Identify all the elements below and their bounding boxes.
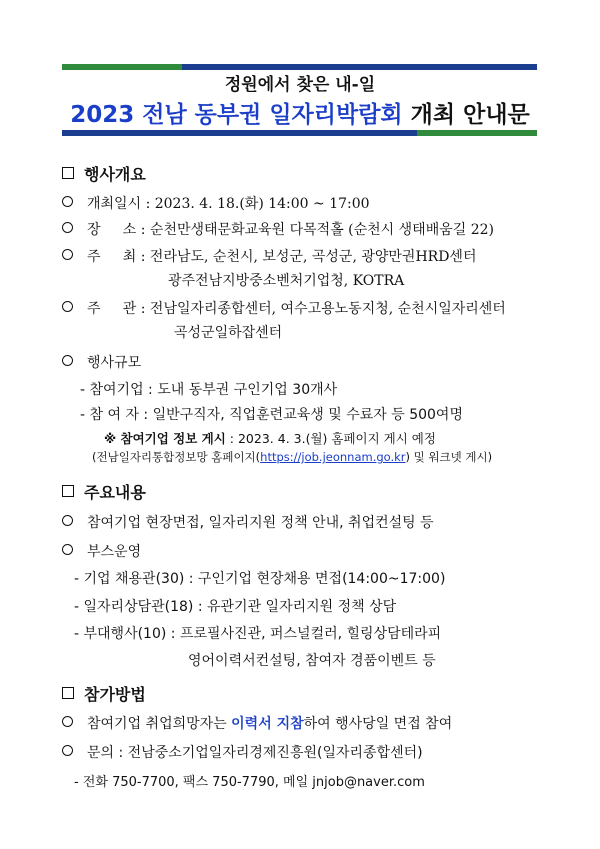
booth-consult: - 일자리상담관(18) : 유관기관 일자리지원 정책 상담 <box>74 599 397 615</box>
booth-events: - 부대행사(10) : 프로필사진관, 퍼스널컬러, 힐링상담테라피 <box>74 626 442 642</box>
circle-bullet-icon <box>62 196 73 207</box>
contents-item-booth: 부스운영 <box>62 541 141 561</box>
scale-companies: - 참여기업 : 도내 동부권 구인기업 30개사 <box>80 382 338 398</box>
participation-item-resume: 참여기업 취업희망자는 이력서 지참하여 행사당일 면접 참여 <box>62 713 452 733</box>
title-year: 2023 <box>70 102 135 128</box>
circle-bullet-icon <box>62 301 73 312</box>
section-participation-heading: 참가방법 <box>62 682 146 705</box>
circle-bullet-icon <box>62 745 73 756</box>
section-contents-heading: 주요내용 <box>62 480 146 503</box>
overview-scale: 행사규모 <box>62 352 141 372</box>
contact-line: - 전화 750-7700, 팩스 750-7790, 메일 jnjob@naver.com <box>74 775 425 790</box>
circle-bullet-icon <box>62 544 73 555</box>
overview-organizer-cont: 곡성군일하잡센터 <box>174 325 283 341</box>
booth-recruit: - 기업 채용관(30) : 구인기업 현장채용 면접(14:00~17:00) <box>74 571 446 587</box>
booth-events-cont: 영어이력서컨설팅, 참여자 경품이벤트 등 <box>188 653 436 669</box>
notice-line: ※ 참여기업 정보 게시 : 2023. 4. 3.(월) 홈페이지 게시 예정 <box>104 431 436 446</box>
overview-host-cont: 광주전남지방중소벤처기업청, KOTRA <box>168 273 405 289</box>
circle-bullet-icon <box>62 716 73 727</box>
overview-organizer: 주 관 : 전남일자리종합센터, 여수고용노동지청, 순천시일자리센터 <box>62 298 506 318</box>
page-title <box>0 96 600 129</box>
checkbox-square-icon <box>62 167 74 179</box>
scale-participants: - 참 여 자 : 일반구직자, 직업훈련교육생 및 수료자 등 500여명 <box>80 407 463 423</box>
overview-date: 개최일시 : 2023. 4. 18.(화) 14:00 ~ 17:00 <box>62 193 370 213</box>
circle-bullet-icon <box>62 355 73 366</box>
section-overview-heading: 행사개요 <box>62 162 146 185</box>
checkbox-square-icon <box>62 485 74 497</box>
circle-bullet-icon <box>62 222 73 233</box>
contents-item-interview: 참여기업 현장면접, 일자리지원 정책 안내, 취업컨설팅 등 <box>62 512 434 532</box>
title-highlight: 전남 동부권 일자리박람회 <box>142 102 403 128</box>
notice-sub: (전남일자리통합정보망 홈페이지(https://job.jeonnam.go.kr) 및 워크넷 게시) <box>92 450 493 464</box>
circle-bullet-icon <box>62 515 73 526</box>
header-bottom-rule <box>62 130 537 136</box>
checkbox-square-icon <box>62 687 74 699</box>
overview-place: 장 소 : 순천만생태문화교육원 다목적홀 (순천시 생태배움길 22) <box>62 219 494 239</box>
page-subtitle: 정원에서 찾은 내-일 <box>224 75 376 95</box>
circle-bullet-icon <box>62 249 73 260</box>
jobinfo-link[interactable]: https://job.jeonnam.go.kr <box>260 450 406 464</box>
participation-item-inquiry: 문의 : 전남중소기업일자리경제진흥원(일자리종합센터) <box>62 742 423 762</box>
title-rest: 개최 안내문 <box>410 102 530 128</box>
overview-host: 주 최 : 전라남도, 순천시, 보성군, 곡성군, 광양만권HRD센터 <box>62 246 476 266</box>
